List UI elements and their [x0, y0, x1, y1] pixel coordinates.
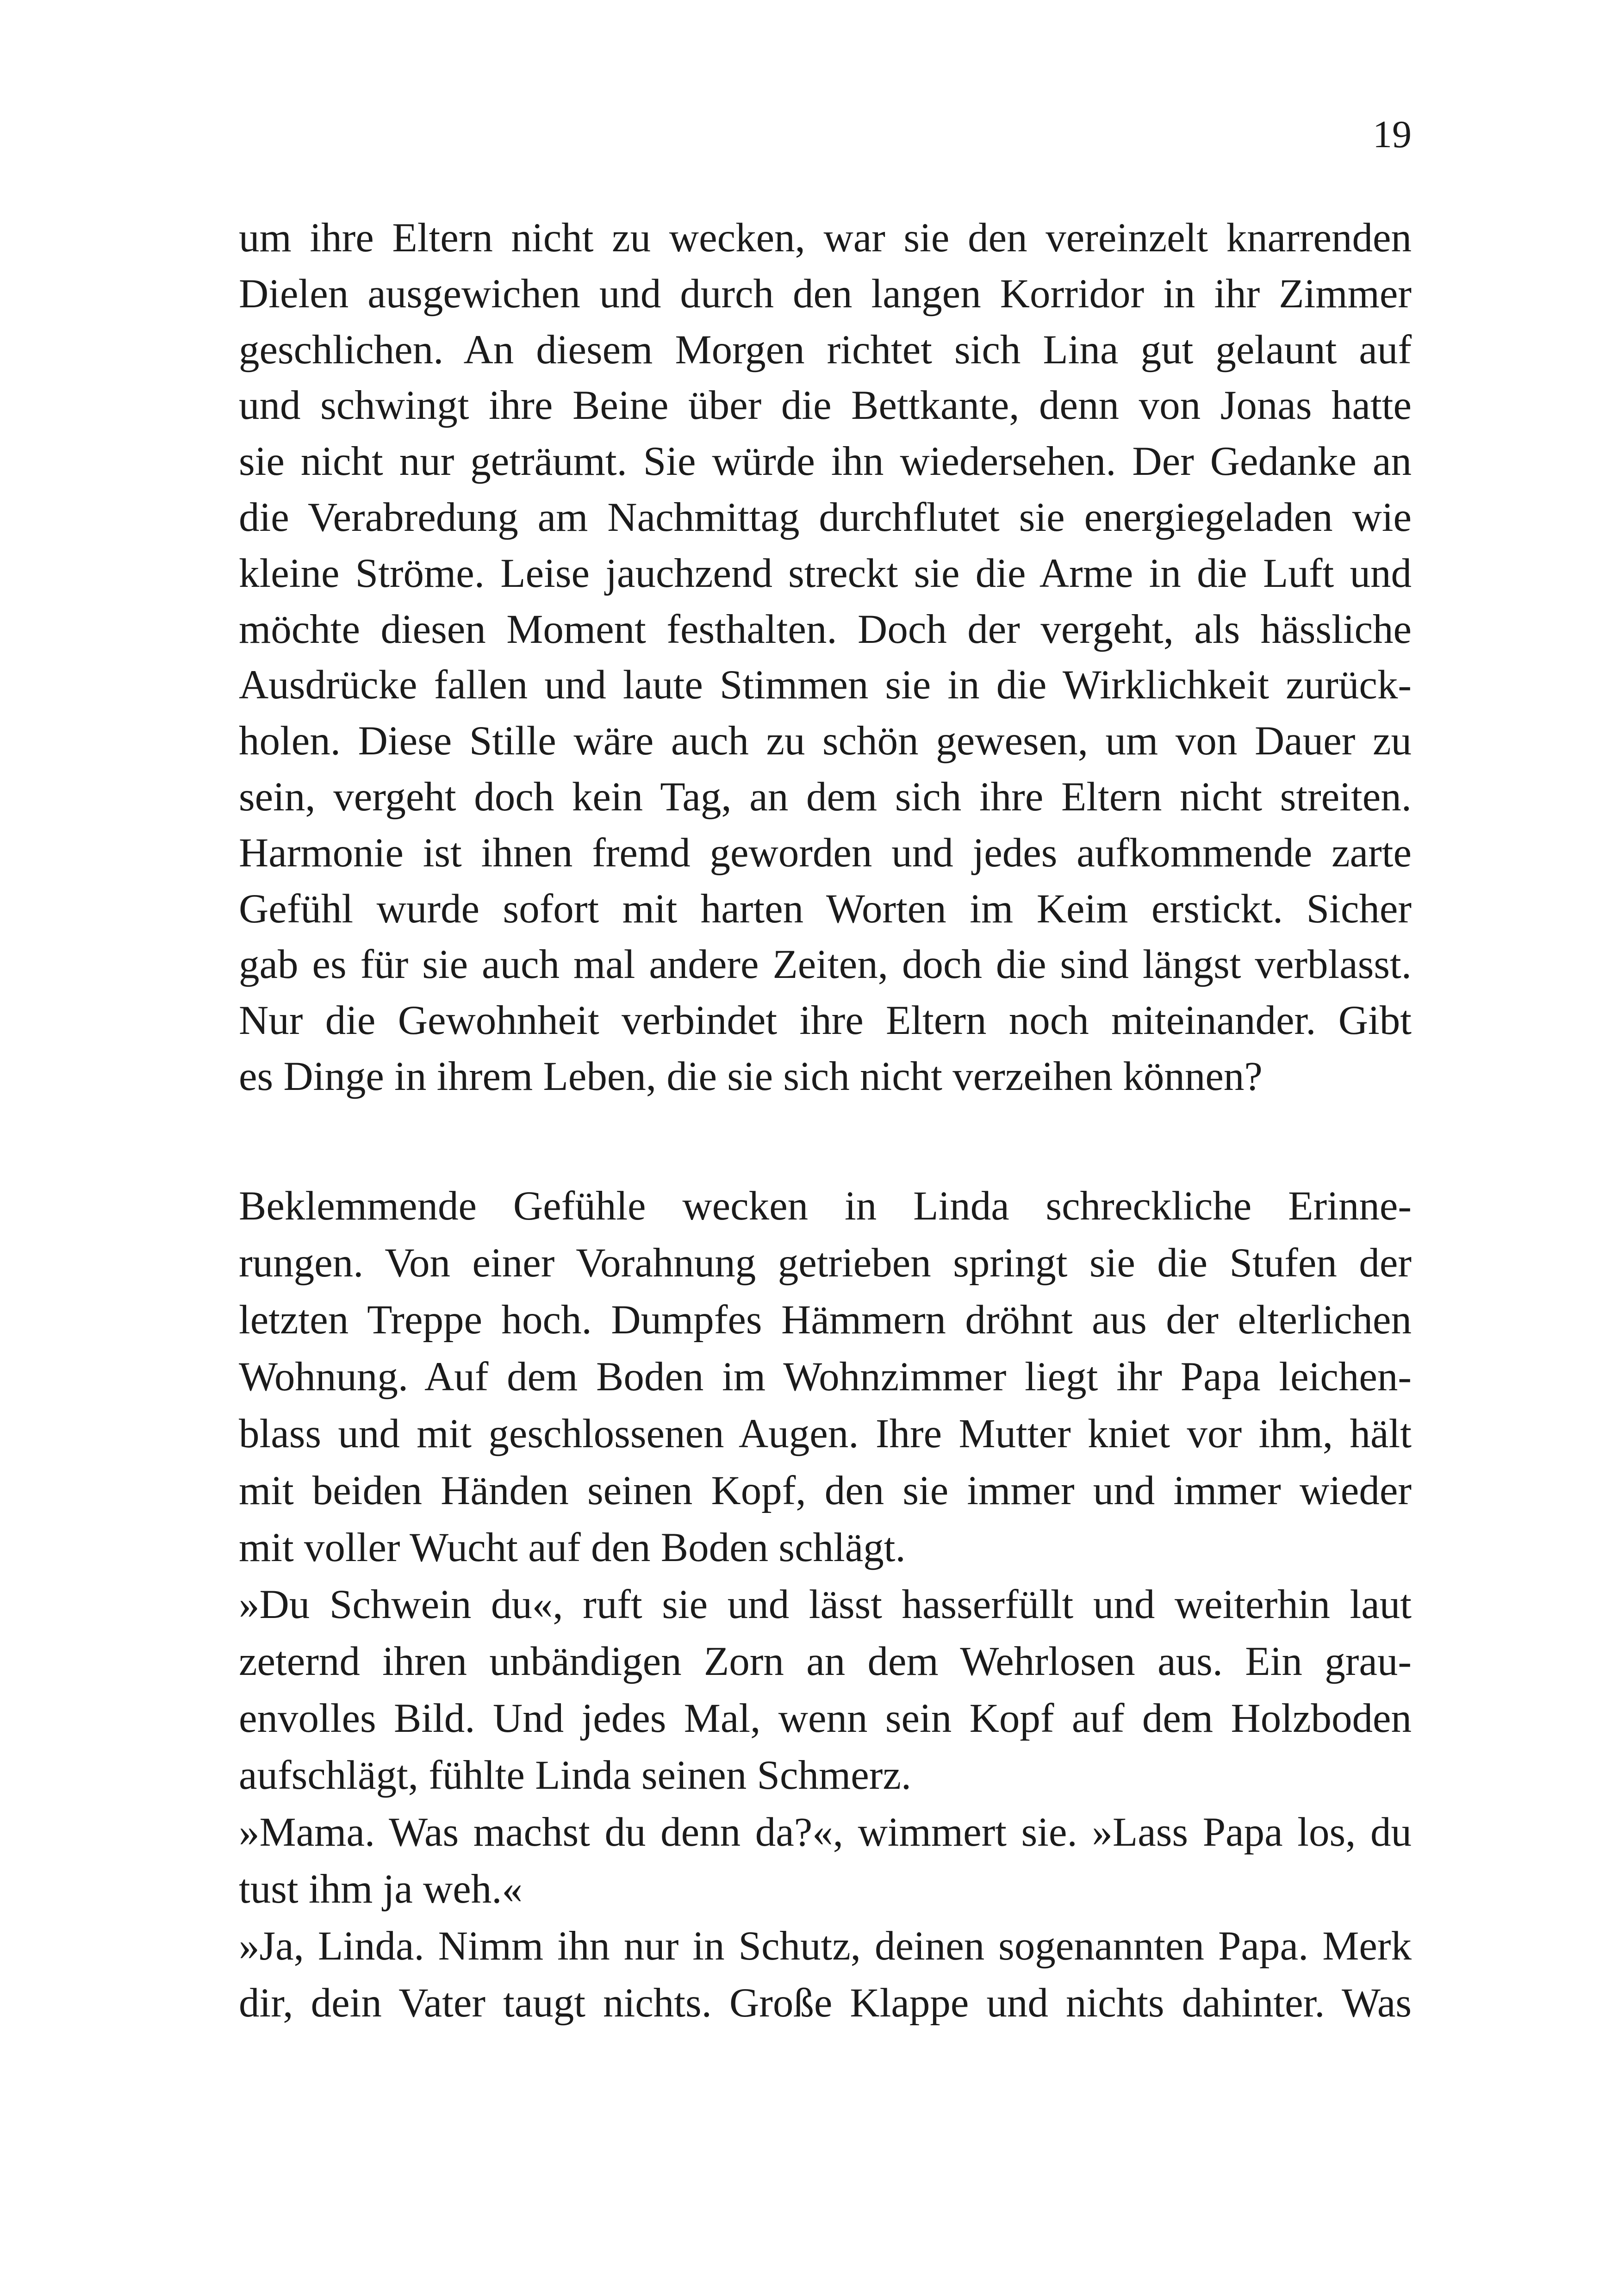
text-line: envolles Bild. Und jedes Mal, wenn sein Kopf auf dem Holzboden: [239, 1696, 1412, 1741]
dialogue-line: »Mama. Was machst du denn da?«, wimmert sie. »Lass Papa los, du: [239, 1810, 1412, 1855]
text-line: Harmonie ist ihnen fremd geworden und jedes aufkommende zarte: [239, 830, 1412, 876]
paragraph-1: [239, 210, 1412, 1105]
text-line: Wohnung. Auf dem Boden im Wohnzimmer liegt ihr Papa leichen-: [239, 1354, 1412, 1400]
text-line: Nur die Gewohnheit verbindet ihre Eltern noch miteinander. Gibt: [239, 998, 1412, 1044]
text-line: Ausdrücke fallen und laute Stimmen sie in die Wirklichkeit zurück-: [239, 662, 1412, 708]
text-line: die Verabredung am Nachmittag durchflutet sie energiegeladen wie: [239, 494, 1412, 540]
text-line: gab es für sie auch mal andere Zeiten, doch die sind längst verblasst.: [239, 942, 1412, 988]
text-line: und schwingt ihre Beine über die Bettkante, denn von Jonas hatte: [239, 383, 1412, 429]
text-line: geschlichen. An diesem Morgen richtet sich Lina gut gelaunt auf: [239, 327, 1412, 373]
text-line: aufschlägt, fühlte Linda seinen Schmerz.: [239, 1753, 912, 1798]
text-line: dir, dein Vater taugt nichts. Große Klappe und nichts dahinter. Was: [239, 1980, 1412, 2026]
text-line: mit voller Wucht auf den Boden schlägt.: [239, 1525, 906, 1570]
dialogue-line: »Ja, Linda. Nimm ihn nur in Schutz, deinen sogenannten Papa. Merk: [239, 1923, 1412, 1969]
text-line: letzten Treppe hoch. Dumpfes Hämmern dröhnt aus der elterlichen: [239, 1297, 1412, 1343]
page-number: 19: [1373, 113, 1412, 156]
text-line: sie nicht nur geträumt. Sie würde ihn wiedersehen. Der Gedanke an: [239, 439, 1412, 485]
text-line: Dielen ausgewichen und durch den langen Korridor in ihr Zimmer: [239, 271, 1412, 317]
text-line: es Dinge in ihrem Leben, die sie sich nicht verzeihen können?: [239, 1053, 1263, 1099]
text-line: Beklemmende Gefühle wecken in Linda schreckliche Erinne-: [239, 1183, 1412, 1229]
text-line: rungen. Von einer Vorahnung getrieben springt sie die Stufen der: [239, 1240, 1412, 1286]
text-line: kleine Ströme. Leise jauchzend streckt sie die Arme in die Luft und: [239, 550, 1412, 596]
text-line: um ihre Eltern nicht zu wecken, war sie den vereinzelt knarrenden: [239, 215, 1412, 261]
text-line: Gefühl wurde sofort mit harten Worten im Keim erstickt. Sicher: [239, 886, 1412, 932]
dialogue-line: »Du Schwein du«, ruft sie und lässt hasserfüllt und weiterhin laut: [239, 1582, 1412, 1627]
text-line: möchte diesen Moment festhalten. Doch der vergeht, als hässliche: [239, 606, 1412, 652]
text-line: tust ihm ja weh.«: [239, 1867, 523, 1912]
text-line: blass und mit geschlossenen Augen. Ihre Mutter kniet vor ihm, hält: [239, 1411, 1412, 1456]
text-line: sein, vergeht doch kein Tag, an dem sich ihre Eltern nicht streiten.: [239, 774, 1412, 820]
text-line: zeternd ihren unbändigen Zorn an dem Wehrlosen aus. Ein grau-: [239, 1639, 1412, 1684]
paragraph-2: [239, 1178, 1412, 2032]
text-line: holen. Diese Stille wäre auch zu schön gewesen, um von Dauer zu: [239, 718, 1412, 764]
text-line: mit beiden Händen seinen Kopf, den sie immer und immer wieder: [239, 1468, 1412, 1513]
